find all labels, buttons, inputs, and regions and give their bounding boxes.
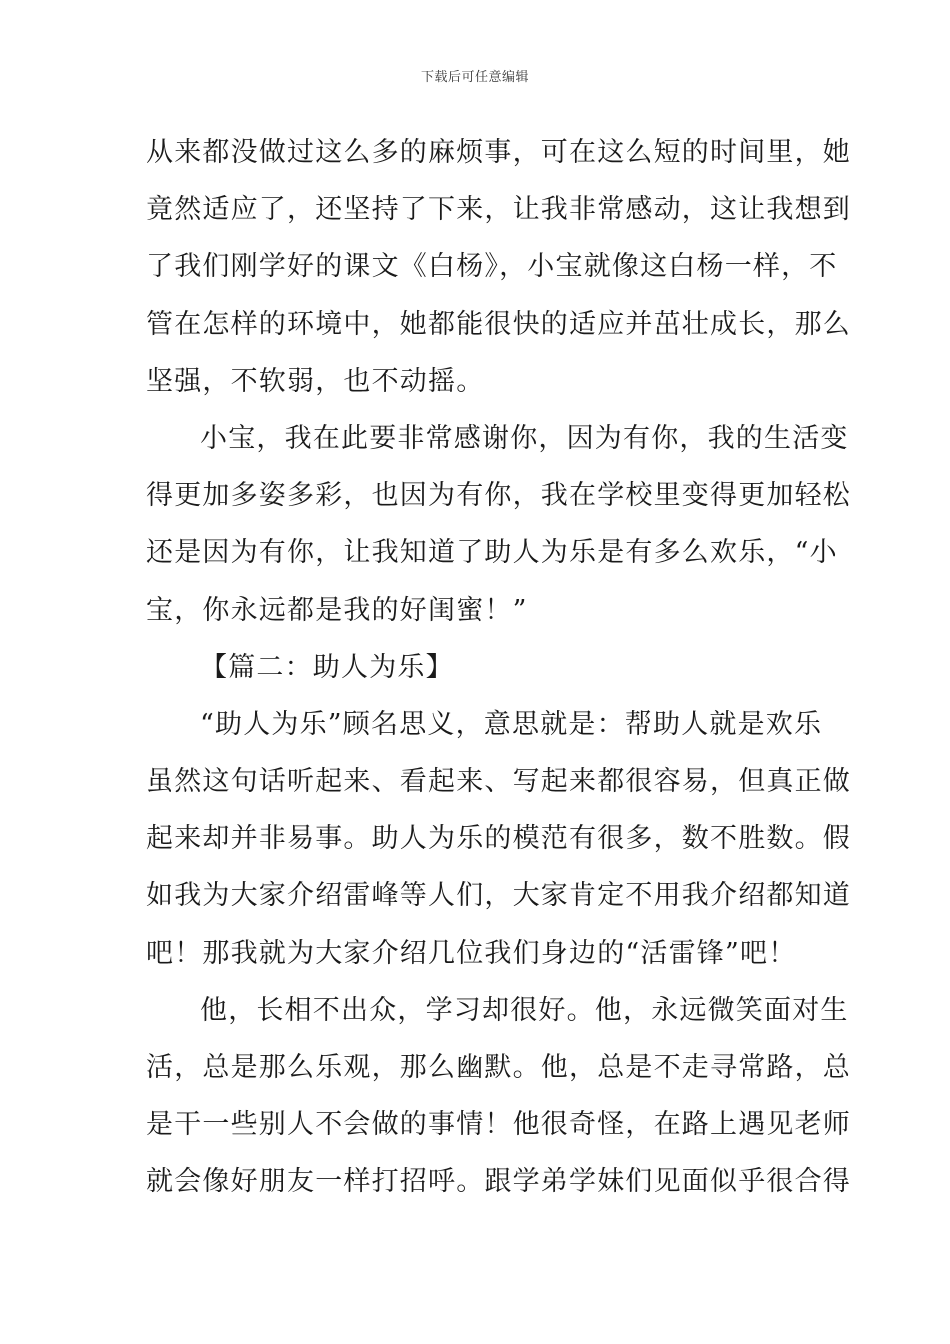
text-line: 活，总是那么乐观，那么幽默。他，总是不走寻常路，总	[146, 1052, 851, 1083]
text-line: 了我们刚学好的课文《白杨》，小宝就像这白杨一样，不	[146, 251, 838, 283]
text-line: 从来都没做过这么多的麻烦事，可在这么短的时间里，她	[146, 137, 851, 168]
text-line: 虽然这句话听起来、看起来、写起来都很容易，但真正做	[146, 766, 851, 798]
text-line: 是干一些别人不会做的事情！他很奇怪，在路上遇见老师	[146, 1109, 851, 1141]
text-line: 宝，你永远都是我的好闺蜜！”	[146, 594, 528, 626]
text-line: 得更加多姿多彩，也因为有你，我在学校里变得更加轻松	[146, 480, 851, 512]
text-line: 还是因为有你，让我知道了助人为乐是有多么欢乐，“小	[146, 537, 838, 569]
text-line: 管在怎样的环境中，她都能很快的适应并茁壮成长，那么	[146, 308, 851, 340]
section-heading: 【篇二：助人为乐】	[200, 651, 454, 683]
text-line: 坚强，不软弱，也不动摇。	[146, 365, 485, 397]
text-line: 就会像好朋友一样打招呼。跟学弟学妹们见面似乎很合得	[146, 1166, 851, 1198]
text-line: 起来却并非易事。助人为乐的模范有很多，数不胜数。假	[146, 823, 851, 855]
paragraph-start-line: “助人为乐”顾名思义，意思就是：帮助人就是欢乐	[200, 708, 823, 740]
paragraph-start-line: 他，长相不出众，学习却很好。他，永远微笑面对生	[200, 994, 849, 1026]
text-line: 如我为大家介绍雷峰等人们，大家肯定不用我介绍都知道	[146, 880, 851, 912]
text-line: 竟然适应了，还坚持了下来，让我非常感动，这让我想到	[146, 194, 851, 226]
page-header: 下载后可任意编辑	[420, 70, 529, 85]
paragraph-start-line: 小宝，我在此要非常感谢你，因为有你，我的生活变	[200, 422, 849, 454]
text-line: 吧！那我就为大家介绍几位我们身边的“活雷锋”吧！	[146, 937, 797, 969]
body-text	[146, 124, 851, 1211]
